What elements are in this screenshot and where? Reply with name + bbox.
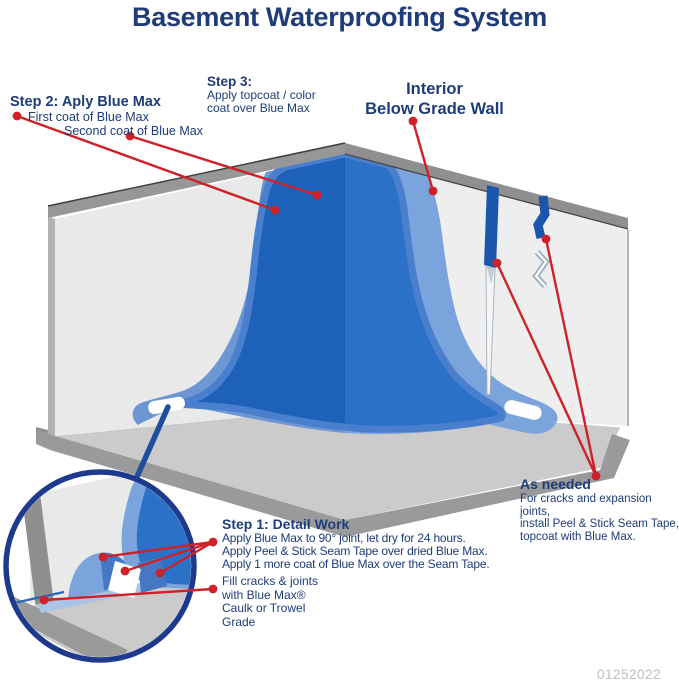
step2-line2: Second coat of Blue Max [64,124,203,138]
label-as-needed [520,476,679,543]
fill-line2: with Blue Max® [222,587,306,602]
as-needed-line2: install Peel & Stick Seam Tape, [520,518,679,530]
label-step3 [207,74,316,115]
as-needed-heading: As needed [520,476,591,492]
step1-heading: Step 1: Detail Work [222,516,350,532]
annotation-dot [40,596,49,605]
annotation-dot [209,585,218,594]
as-needed-line3: topcoat with Blue Max. [520,530,636,543]
step3-line1: Apply topcoat / color [207,88,316,102]
label-interior-wall [352,79,517,119]
step2-heading: Step 2: Aply Blue Max [10,94,161,110]
annotation-dot [493,259,502,268]
annotation-dot [121,567,130,576]
fill-line1: Fill cracks & joints [222,574,319,588]
fill-line4: Grade [222,614,256,629]
as-needed-line1: For cracks and expansion joints, [520,493,652,518]
annotation-dot [209,538,218,547]
annotation-dot [156,569,165,578]
interior-line2: Below Grade Wall [365,100,504,118]
detail-view [2,458,200,672]
step1-line1: Apply Blue Max to 90° joint, let dry for 24 hours. [222,531,466,545]
step1-line2: Apply Peel & Stick Seam Tape over dried Blue Max. [222,544,488,558]
left-wall-end-cap [48,216,55,437]
label-step1 [222,516,489,571]
annotation-dot [313,191,322,200]
annotation-dot [271,206,280,215]
label-fill-cracks [222,575,318,629]
step1-line3: Apply 1 more coat of Blue Max over the Seam Tape. [222,557,490,571]
label-step2 [10,95,203,138]
step2-line1: First coat of Blue Max [28,110,149,124]
annotation-dot [429,187,438,196]
annotation-dot [99,553,108,562]
date-code: 01252022 [597,667,662,682]
fill-line3: Caulk or Trowel [222,601,306,615]
interior-line1: Interior [406,80,463,98]
page-title: Basement Waterproofing System [132,2,547,32]
step3-line2: coat over Blue Max [207,101,310,115]
step3-heading: Step 3: [207,74,253,89]
annotation-dot [542,235,551,244]
